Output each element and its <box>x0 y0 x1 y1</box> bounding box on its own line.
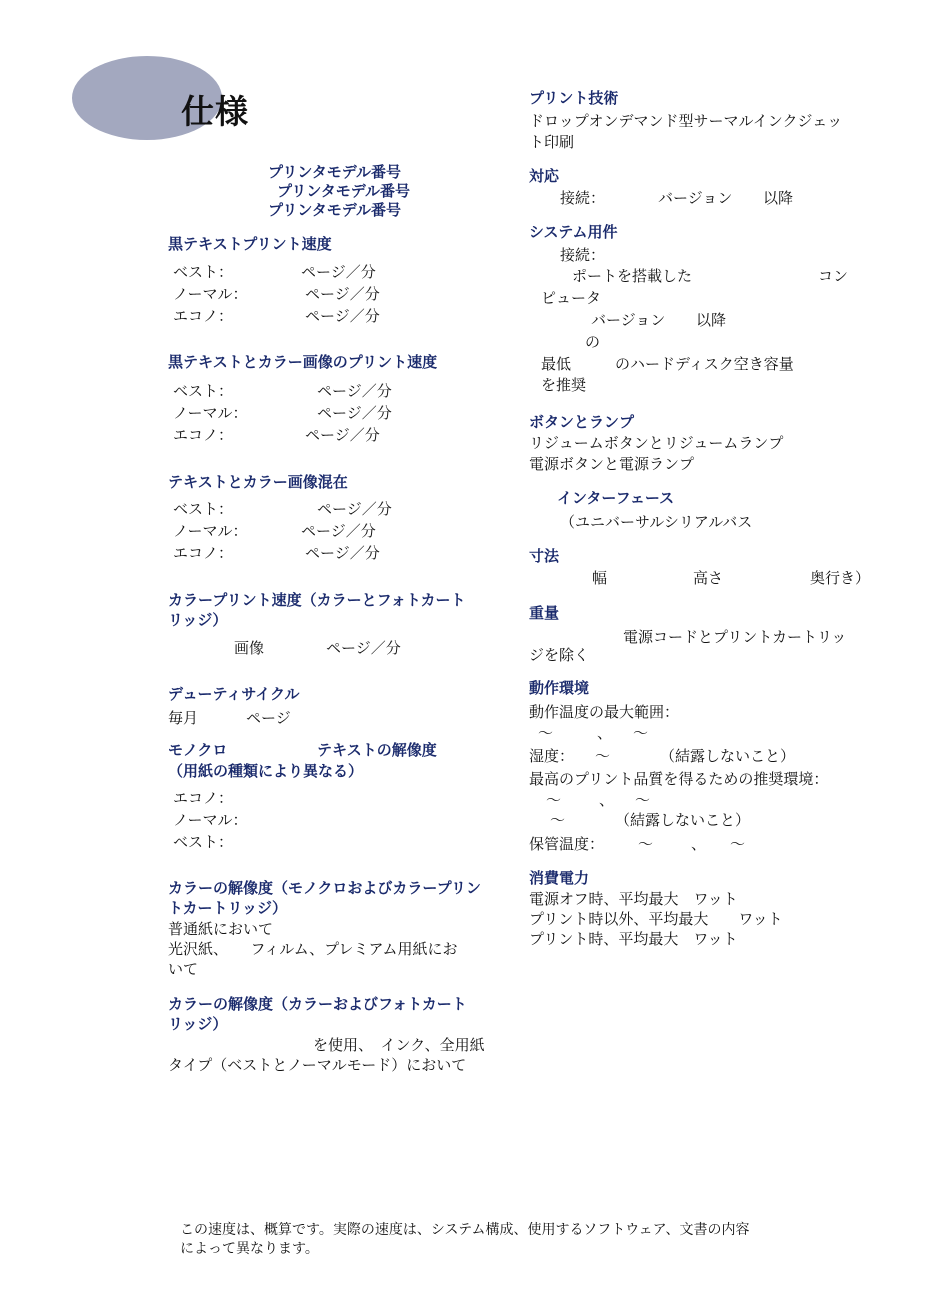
sysreq-line-5: の <box>585 333 601 351</box>
color-res1-line-2: 光沢紙、 フィルム、プレミアム用紙にお <box>168 940 458 958</box>
sysreq-line-7: を推奨 <box>541 376 587 394</box>
env-line-7d: 〜 <box>730 835 746 853</box>
dims-heading: 寸法 <box>529 547 560 565</box>
sysreq-line-6a: 最低 <box>541 355 572 373</box>
env-line-1: 動作温度の最大範囲： <box>529 703 680 721</box>
model-number-2: プリンタモデル番号 <box>277 182 411 200</box>
env-line-5b: 、 <box>599 791 615 809</box>
env-line-3b: 〜 <box>595 747 611 765</box>
footnote-line-2: によって異なります。 <box>180 1241 319 1257</box>
compat-heading: 対応 <box>529 167 560 185</box>
model-numbers <box>192 163 492 220</box>
color-res1-line-3: いて <box>168 960 199 978</box>
sysreq-line-4a: バージョン <box>591 311 666 329</box>
env-line-7a: 保管温度： <box>529 835 605 853</box>
compat-later: 以降 <box>763 189 794 207</box>
power-line-2: プリント時以外、平均最大 ワット <box>529 910 783 928</box>
black-color-speed-heading: 黒テキストとカラー画像のプリント速度 <box>168 353 438 371</box>
env-line-3a: 湿度： <box>529 747 575 765</box>
env-line-6a: 〜 <box>550 811 566 829</box>
buttons-heading: ボタンとランプ <box>529 413 635 431</box>
power-line-3: プリント時、平均最大 ワット <box>529 930 738 948</box>
dims-height: 高さ <box>693 569 724 587</box>
duty-heading: デューティサイクル <box>168 685 300 703</box>
color-res2-line-2: タイプ（ベストとノーマルモード）において <box>168 1056 467 1074</box>
print-tech-line-1: ドロップオンデマンド型サーマルインクジェッ <box>529 112 843 130</box>
interface-line-1: （ユニバーサルシリアルバス <box>560 513 753 531</box>
print-tech-line-2: ト印刷 <box>529 133 575 151</box>
env-line-2a: 〜 <box>538 724 554 742</box>
weight-line-2: ジを除く <box>529 646 590 664</box>
mono-res-heading-b: テキストの解像度 <box>317 741 437 759</box>
color-res2-line-1: を使用、 インク、全用紙 <box>313 1036 485 1054</box>
mono-res-best: ベスト： <box>173 833 234 851</box>
env-line-2b: 、 <box>597 724 613 742</box>
env-line-7b: 〜 <box>638 835 654 853</box>
footnote-line-1: この速度は、概算です。実際の速度は、システム構成、使用するソフトウェア、文書の内容 <box>180 1222 750 1238</box>
sysreq-line-2b: コン <box>818 267 849 285</box>
env-line-2c: 〜 <box>633 724 649 742</box>
color-res1-heading-2: トカートリッジ） <box>168 899 287 917</box>
page-title: 仕様 <box>181 92 249 131</box>
sysreq-heading: システム用件 <box>529 223 618 241</box>
mixed-heading: テキストとカラー画像混在 <box>168 473 348 491</box>
power-heading: 消費電力 <box>529 869 590 887</box>
color-res2-heading-2: リッジ） <box>168 1015 228 1033</box>
sysreq-line-3: ピュータ <box>541 289 602 307</box>
env-heading: 動作環境 <box>529 679 590 697</box>
env-line-7c: 、 <box>691 835 707 853</box>
mono-res-heading-2: （用紙の種類により異なる） <box>168 762 364 780</box>
footnote <box>180 1221 790 1259</box>
mono-res-normal: ノーマル： <box>173 811 248 829</box>
interface-heading: インターフェース <box>557 489 675 507</box>
buttons-line-2: 電源ボタンと電源ランプ <box>529 455 695 473</box>
env-line-3c: （結露しないこと） <box>660 747 796 765</box>
weight-line-1: 電源コードとプリントカートリッ <box>623 628 847 646</box>
black-speed-heading: 黒テキストプリント速度 <box>168 235 332 253</box>
env-line-6b: （結露しないこと） <box>615 811 751 829</box>
mono-res-heading-a: モノクロ <box>168 741 228 759</box>
mono-res-economy: エコノ： <box>173 789 234 807</box>
sysreq-line-2a: ポートを搭載した <box>572 267 693 285</box>
color-res2-heading-1: カラーの解像度（カラーおよびフォトカート <box>168 995 467 1013</box>
env-line-4: 最高のプリント品質を得るための推奨環境： <box>529 770 829 788</box>
env-line-5a: 〜 <box>546 791 562 809</box>
dims-depth: 奥行き） <box>810 569 871 587</box>
buttons-line-1: リジュームボタンとリジュームランプ <box>529 434 784 452</box>
color-res1-heading-1: カラーの解像度（モノクロおよびカラープリン <box>168 879 482 897</box>
power-line-1: 電源オフ時、平均最大 ワット <box>529 890 738 908</box>
weight-heading: 重量 <box>529 604 560 622</box>
color-speed-heading-1: カラープリント速度（カラーとフォトカート <box>168 591 466 609</box>
model-number-3: プリンタモデル番号 <box>268 201 402 219</box>
env-line-5c: 〜 <box>635 791 651 809</box>
dims-width: 幅 <box>592 569 608 587</box>
model-number-1: プリンタモデル番号 <box>268 163 402 181</box>
color-speed-heading-2: リッジ） <box>168 611 228 629</box>
compat-conn: 接続： <box>560 189 606 207</box>
compat-version: バージョン <box>658 189 733 207</box>
print-tech-heading: プリント技術 <box>529 89 619 107</box>
color-res1-line-1: 普通紙において <box>168 920 274 938</box>
sysreq-line-4b: 以降 <box>696 311 727 329</box>
sysreq-conn: 接続： <box>560 246 606 264</box>
sysreq-line-6b: のハードディスク空き容量 <box>615 355 794 373</box>
